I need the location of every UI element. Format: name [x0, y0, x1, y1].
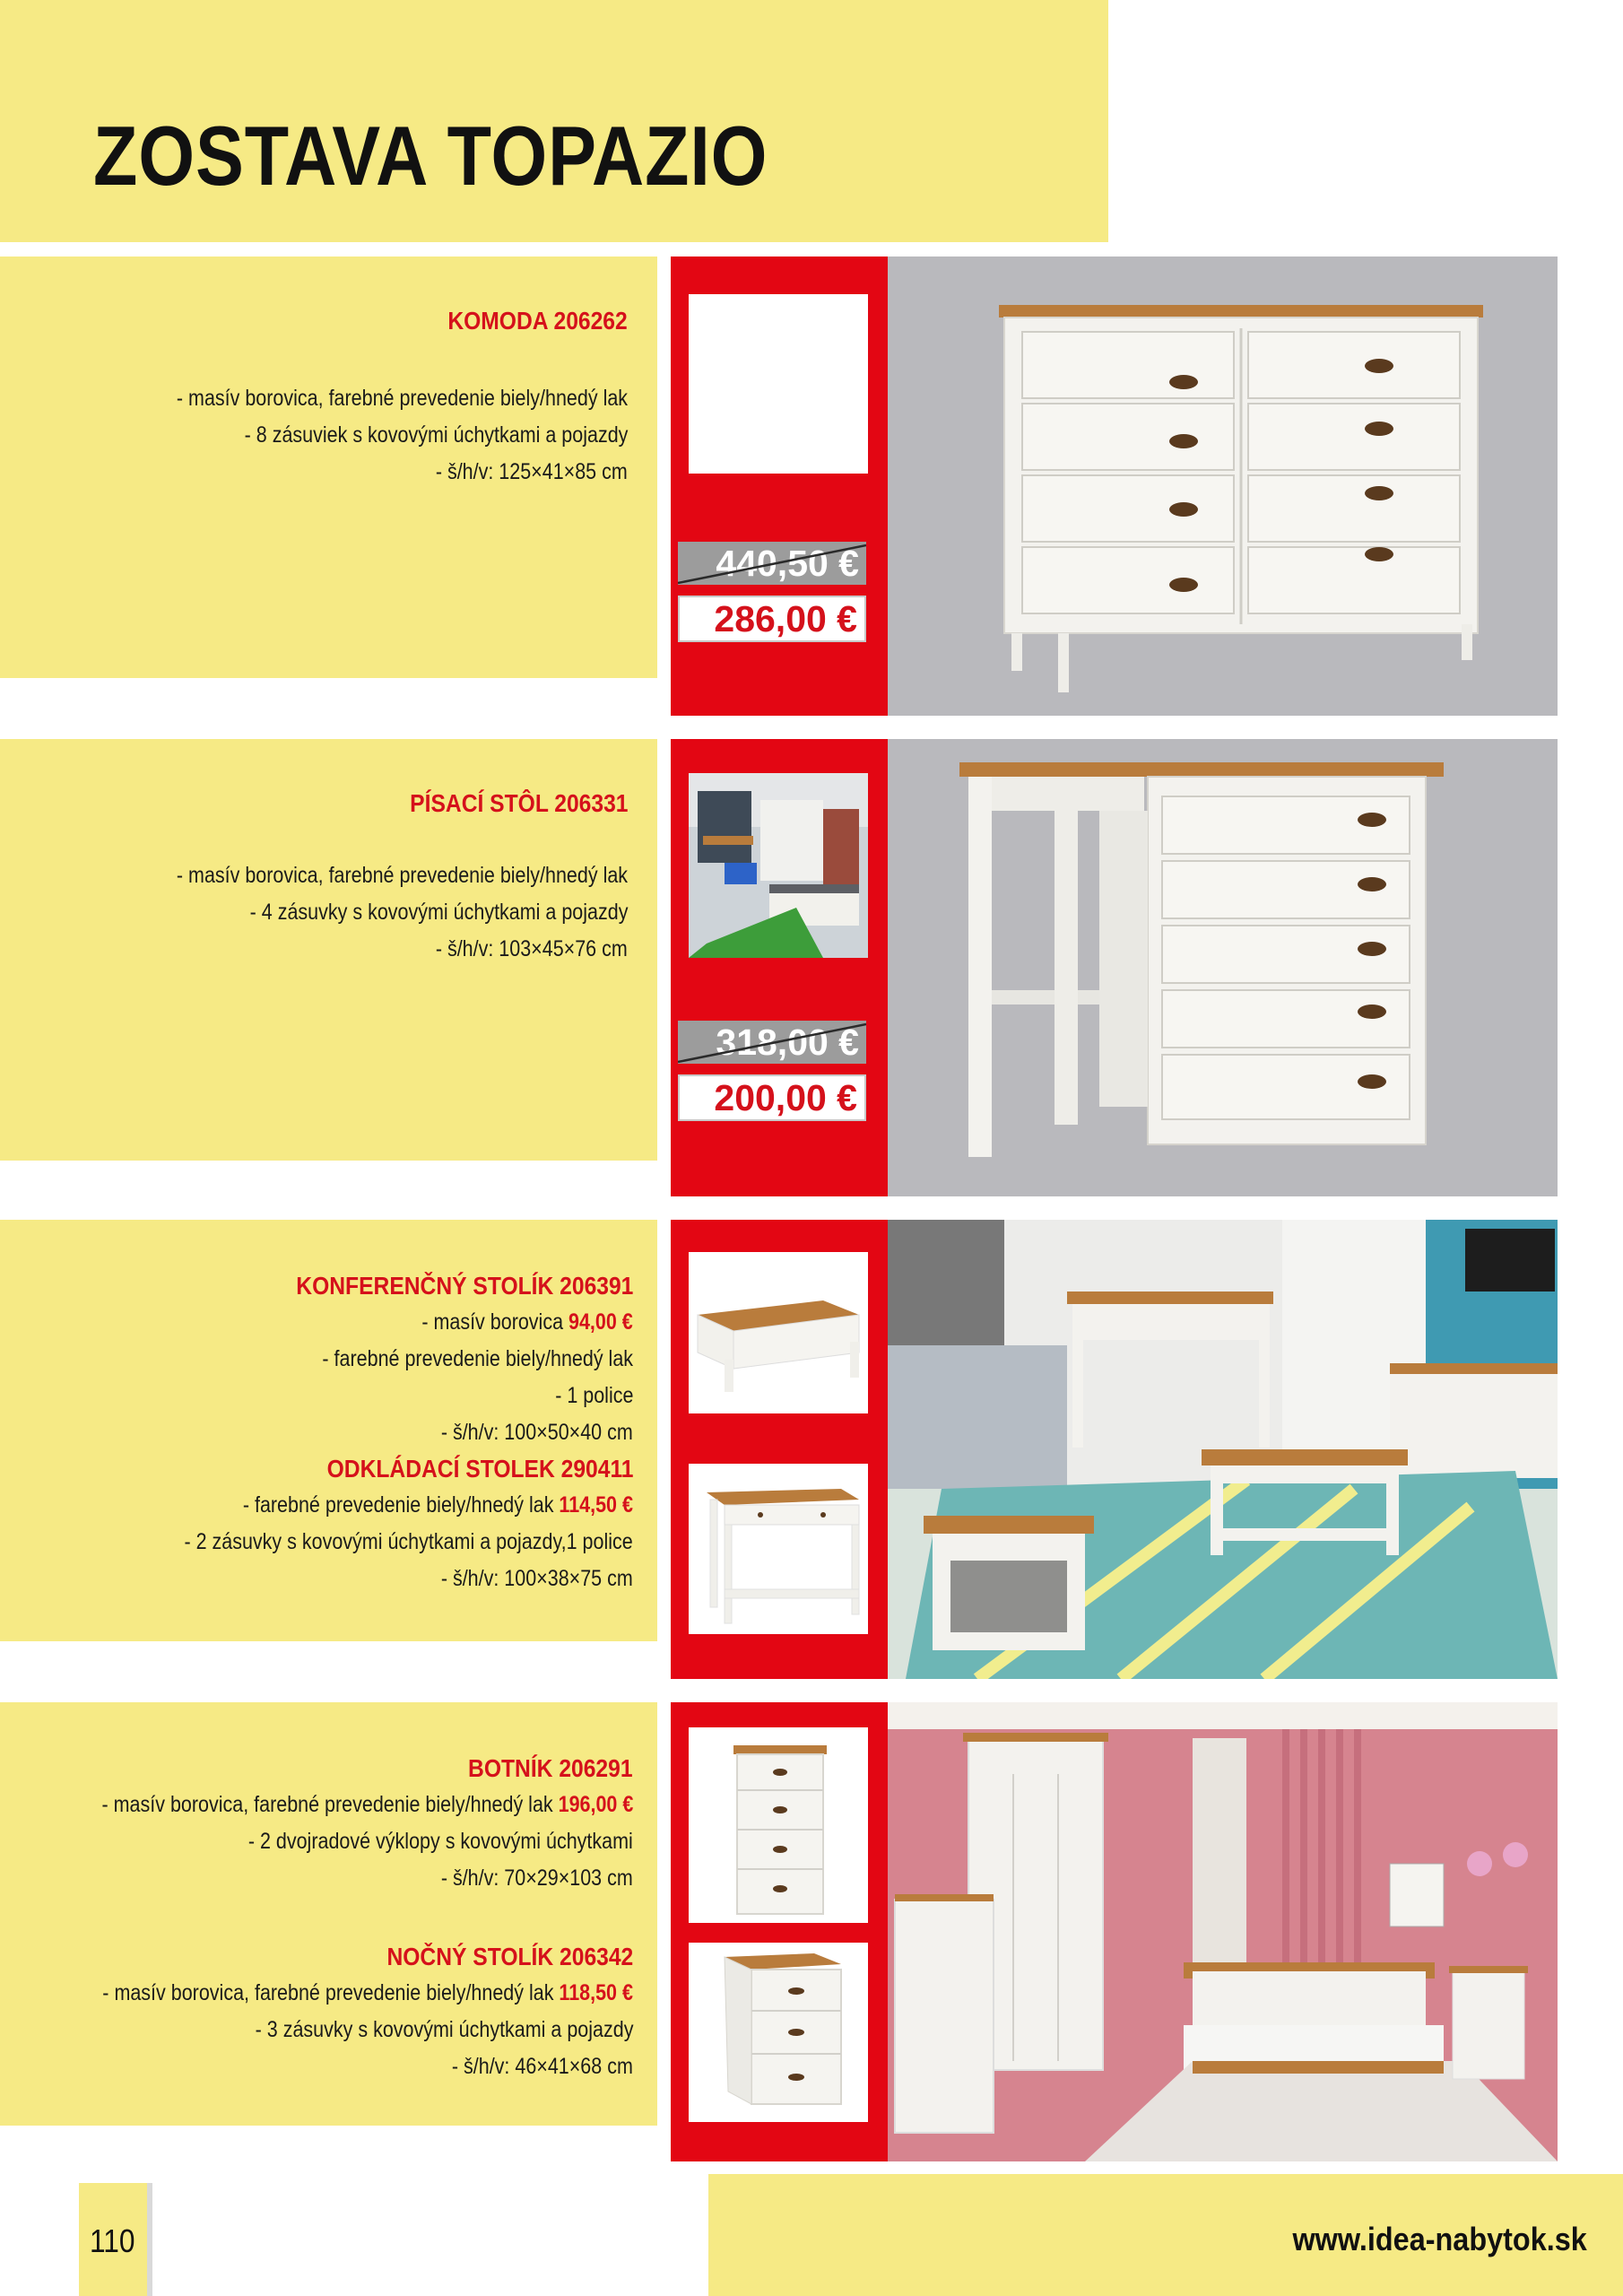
product-price: 114,50 € — [559, 1492, 633, 1518]
product-spec-text: - masív borovica, farebné prevedenie biely/hnedý lak — [101, 1792, 559, 1817]
product-spec-line: - š/h/v: 70×29×103 cm — [441, 1866, 633, 1891]
product-spec-line — [102, 1975, 633, 2012]
product-spec-line — [243, 1487, 633, 1524]
product-spec-line — [422, 1304, 633, 1341]
product-spec-line: - š/h/v: 125×41×85 cm — [436, 459, 628, 484]
thumbnail-konferencny-stolik — [689, 1252, 868, 1413]
product-spec-line: - š/h/v: 46×41×68 cm — [452, 2054, 633, 2079]
product-title: PÍSACÍ STÔL 206331 — [409, 789, 628, 817]
product-title: NOČNÝ STOLÍK 206342 — [386, 1943, 633, 1970]
product-spec-line: - 4 zásuvky s kovovými úchytkami a pojazdy — [249, 900, 628, 925]
old-price-value: 318,00 € — [716, 1022, 859, 1063]
product-spec-line: - 8 zásuviek s kovovými úchytkami a pojazdy — [244, 422, 628, 448]
product-title: KOMODA 206262 — [447, 307, 628, 335]
new-price: 286,00 € — [678, 596, 866, 642]
product-price: 94,00 € — [568, 1309, 633, 1335]
product-spec-line: - 1 police — [554, 1383, 633, 1408]
product-spec-line: - farebné prevedenie biely/hnedý lak — [322, 1346, 633, 1371]
product-spec-line: - 2 dvojradové výklopy s kovovými úchytkami — [248, 1829, 633, 1854]
product-spec-text: - masív borovica — [421, 1309, 569, 1335]
product-spec-text: - masív borovica, farebné prevedenie biely/hnedý lak — [102, 1980, 560, 2005]
photo-stol — [888, 739, 1558, 1196]
old-price — [678, 542, 866, 585]
photo-bedroom — [888, 1702, 1558, 2161]
product-title: KONFERENČNÝ STOLÍK 206391 — [295, 1272, 633, 1300]
product-title: ODKLÁDACÍ STOLEK 290411 — [326, 1455, 633, 1483]
thumbnail-stol-room — [689, 773, 868, 958]
page-number: 110 — [90, 2222, 135, 2259]
product-spec-line: - š/h/v: 103×45×76 cm — [436, 936, 628, 961]
thumbnail-odkladaci-stolek — [689, 1464, 868, 1634]
product-spec-text: - farebné prevedenie biely/hnedý lak — [242, 1492, 560, 1518]
new-price: 200,00 € — [678, 1074, 866, 1121]
product-spec-line: - 3 zásuvky s kovovými úchytkami a pojazdy — [255, 2017, 633, 2042]
old-price — [678, 1021, 866, 1064]
product-spec-line — [101, 1787, 633, 1823]
product-spec-line: - š/h/v: 100×38×75 cm — [441, 1566, 633, 1591]
product-spec-line: - masív borovica, farebné prevedenie biely/hnedý lak — [176, 863, 628, 888]
old-price-value: 440,50 € — [716, 543, 859, 584]
thumbnail-nocny-stolik — [689, 1943, 868, 2122]
thumbnail-botnik — [689, 1727, 868, 1923]
product-spec-line: - š/h/v: 100×50×40 cm — [441, 1420, 633, 1445]
product-spec-line: - masív borovica, farebné prevedenie biely/hnedý lak — [176, 386, 628, 411]
product-spec-line: - 2 zásuvky s kovovými úchytkami a pojazdy,1 police — [184, 1529, 633, 1554]
thumbnail-komoda — [689, 294, 868, 474]
product-price: 118,50 € — [559, 1980, 633, 2005]
website-link[interactable]: www.idea-nabytok.sk — [1292, 2221, 1587, 2257]
page-title: ZOSTAVA TOPAZIO — [93, 109, 768, 203]
photo-living-room — [888, 1220, 1558, 1679]
product-title: BOTNÍK 206291 — [468, 1754, 633, 1782]
photo-komoda — [888, 257, 1558, 716]
product-price: 196,00 € — [558, 1792, 633, 1817]
